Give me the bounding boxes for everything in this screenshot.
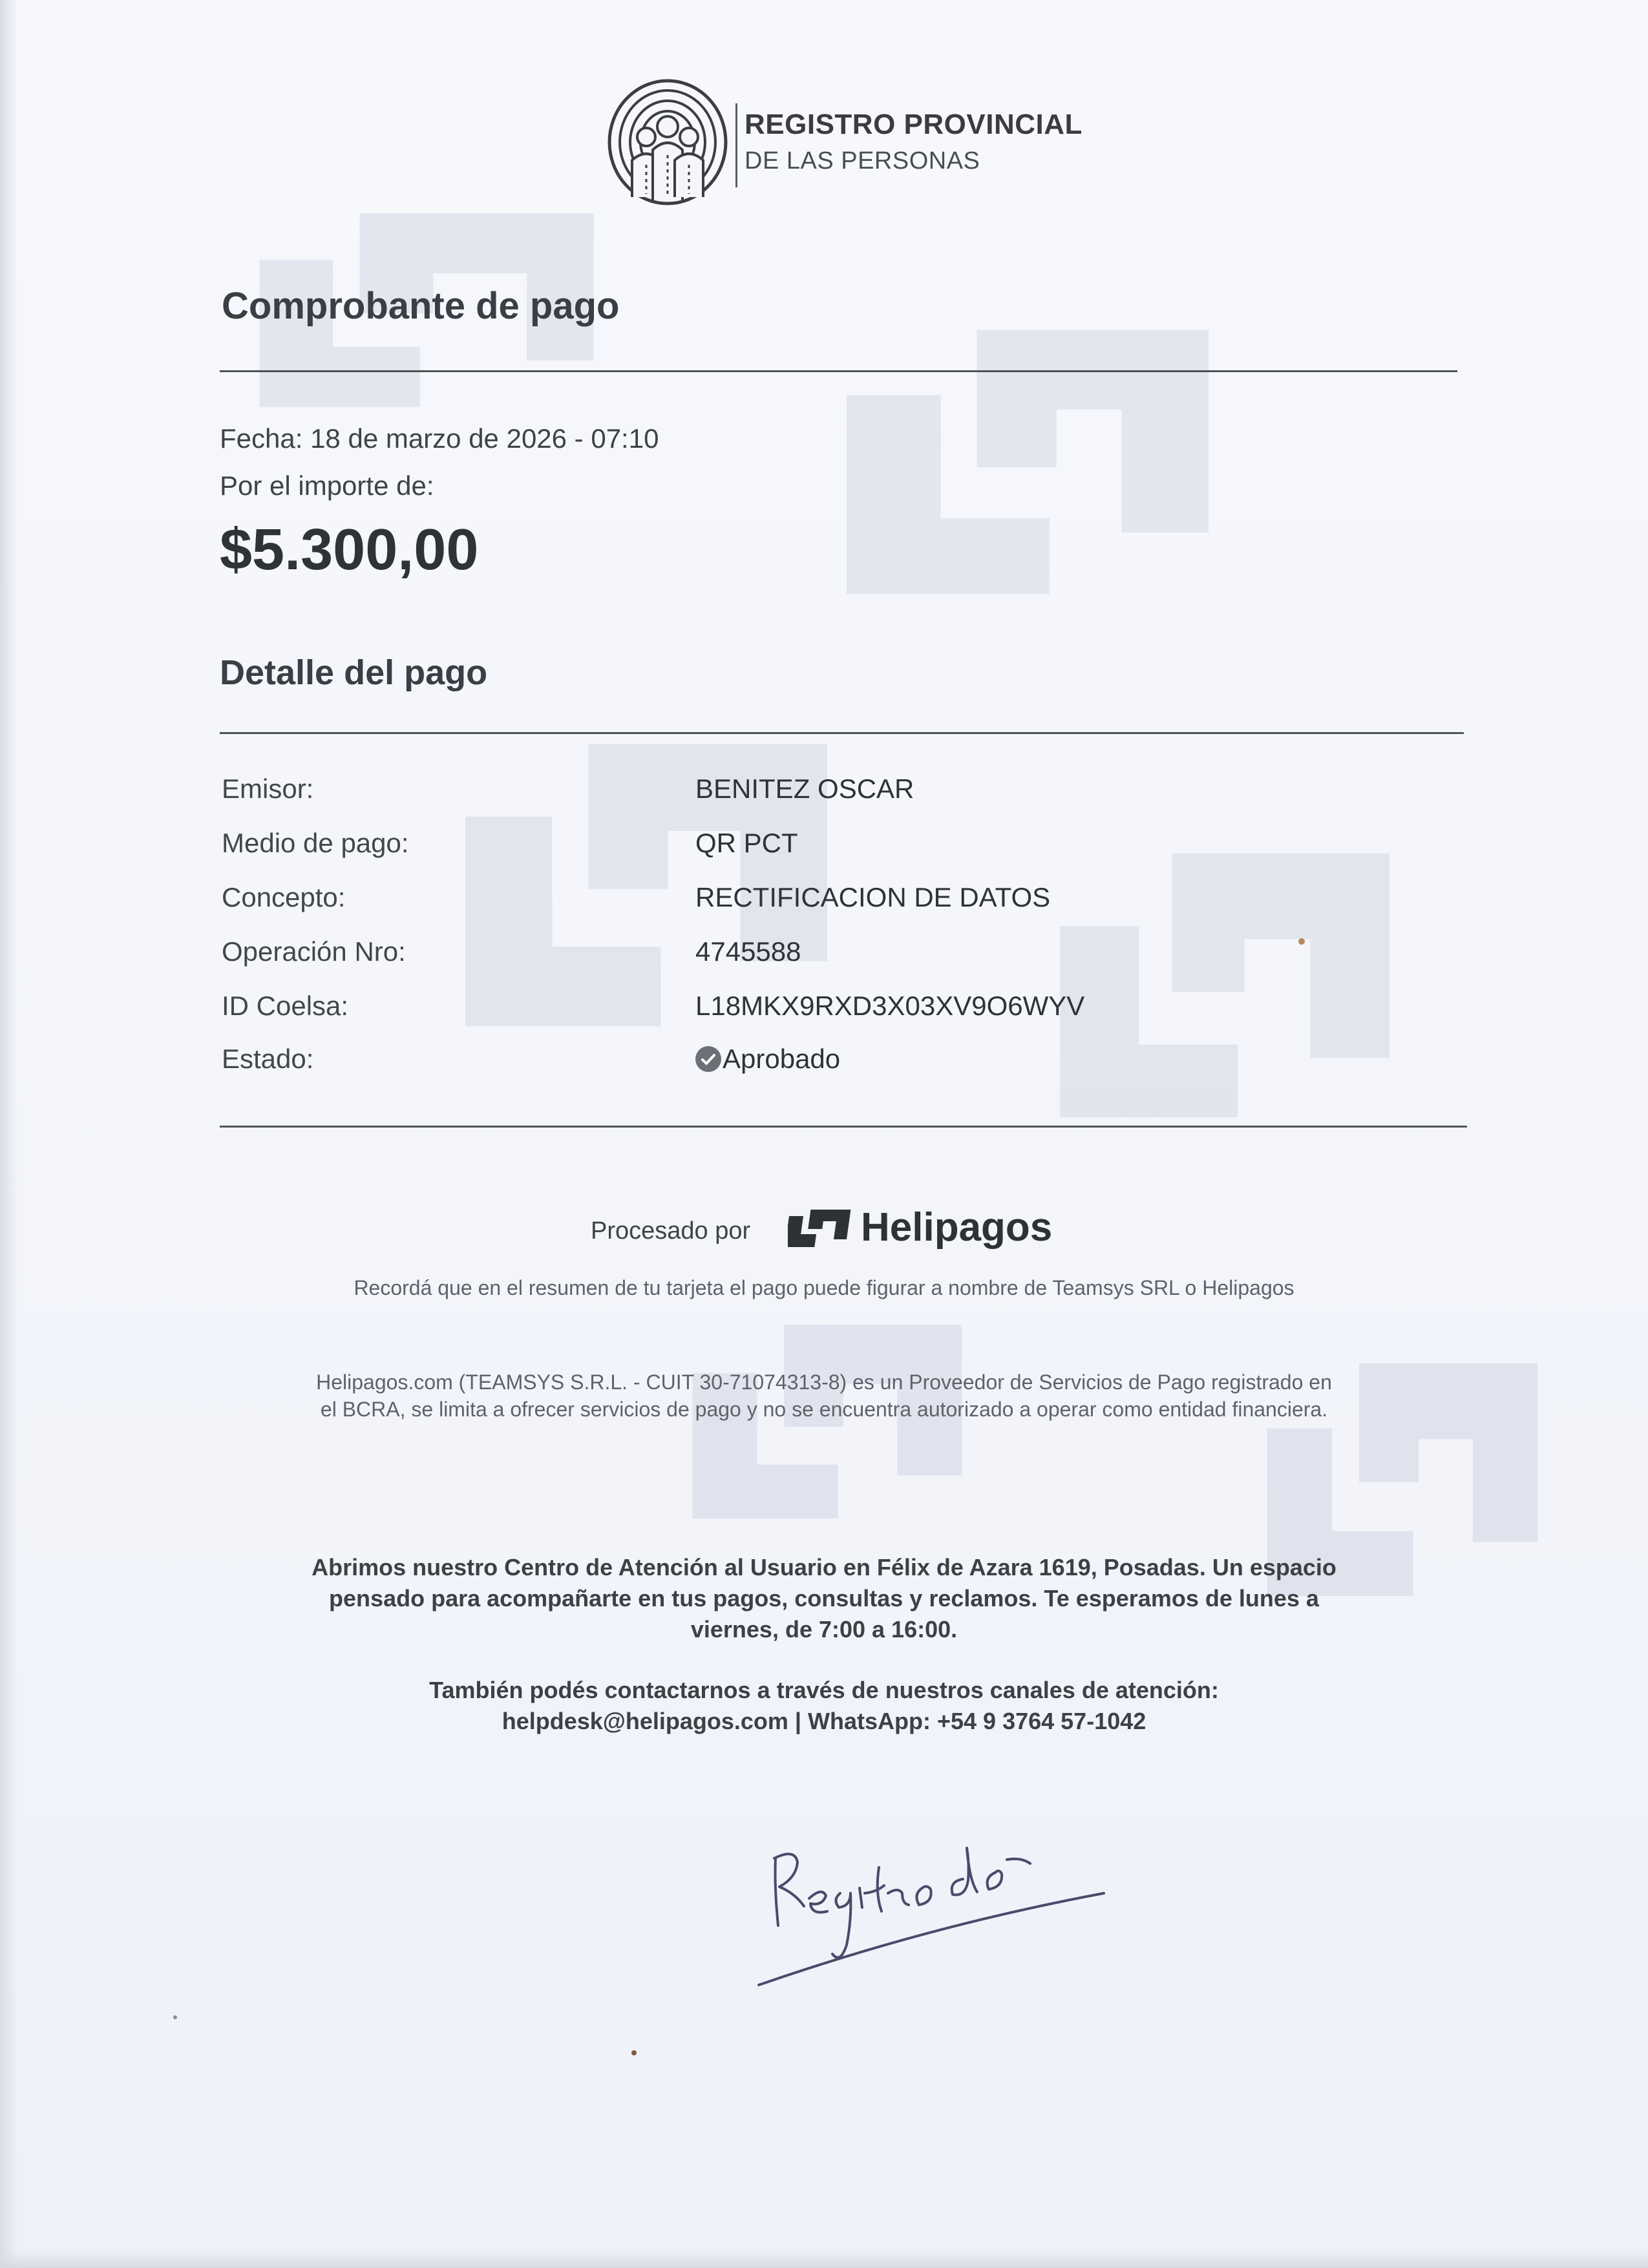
status-text: Aprobado	[723, 1044, 841, 1074]
org-name-line2: DE LAS PERSONAS	[745, 147, 980, 174]
receipt-title: Comprobante de pago	[222, 285, 620, 327]
detail-row-medio-de-pago	[222, 828, 1450, 866]
amount-label: Por el importe de:	[220, 470, 434, 501]
detail-row-id-coelsa	[222, 991, 1450, 1029]
payment-amount: $5.300,00	[220, 518, 479, 582]
service-center-text: Abrimos nuestro Centro de Atención al Usuario en Félix de Azara 1619, Posadas. Un espacio pensado para acompañarte en tus pagos, consultas y reclamos. Te esperamos de lunes a viernes, de 7:00 a 16:00.	[312, 1554, 1336, 1643]
detail-row-estado	[222, 1044, 1450, 1082]
detail-row-emisor	[222, 773, 1450, 812]
detail-value: 4745588	[695, 936, 801, 967]
detail-value: BENITEZ OSCAR	[695, 773, 914, 804]
card-statement-note: Recordá que en el resumen de tu tarjeta el pago puede figurar a nombre de Teamsys SRL o Helipagos	[354, 1276, 1294, 1299]
detail-label: Medio de pago:	[222, 828, 409, 858]
detail-row-operacion	[222, 936, 1450, 975]
detail-row-concepto	[222, 882, 1450, 921]
processed-by-label: Procesado por	[591, 1217, 751, 1244]
detail-label: Operación Nro:	[222, 936, 406, 967]
org-name-line1: REGISTRO PROVINCIAL	[745, 109, 1083, 140]
watermark-logo-icon	[847, 330, 1209, 594]
status-value	[695, 1044, 840, 1075]
detail-value: L18MKX9RXD3X03XV9O6WYV	[695, 991, 1085, 1021]
people-emblem-icon	[606, 78, 729, 207]
detail-divider-bottom	[220, 1126, 1467, 1128]
detail-label: ID Coelsa:	[222, 991, 349, 1021]
org-header	[606, 78, 1097, 207]
handwritten-signature-icon	[750, 1796, 1112, 1990]
page-edge-shadow-bottom	[0, 2251, 1648, 2268]
title-divider	[220, 370, 1457, 372]
payment-date: Fecha: 18 de marzo de 2026 - 07:10	[220, 423, 659, 454]
scan-speck	[173, 2015, 177, 2019]
page-edge-shadow	[0, 0, 18, 2268]
detail-label: Emisor:	[222, 773, 314, 804]
detail-divider-top	[220, 732, 1464, 734]
detail-section-title: Detalle del pago	[220, 653, 488, 692]
helipagos-logo-icon	[788, 1207, 852, 1252]
check-circle-icon	[695, 1046, 721, 1072]
detail-label: Concepto:	[222, 882, 346, 912]
detail-label: Estado:	[222, 1044, 314, 1074]
detail-value: RECTIFICACION DE DATOS	[695, 882, 1051, 912]
legal-note: Helipagos.com (TEAMSYS S.R.L. - CUIT 30-71074313-8) es un Proveedor de Servicios de Pago registrado en el BCRA, se limita a ofrecer servicios de pago y no se encuentra autorizado a operar como entidad financiera.	[316, 1370, 1332, 1421]
header-divider	[735, 103, 737, 187]
helipagos-brand: Helipagos	[861, 1205, 1053, 1250]
scan-speck	[631, 2050, 637, 2055]
processed-by	[591, 1202, 1108, 1260]
detail-value: QR PCT	[695, 828, 798, 858]
scan-speck	[1298, 938, 1305, 945]
contact-channels-text: También podés contactarnos a través de nuestros canales de atención: helpdesk@helipagos.com | WhatsApp: +54 9 3764 57-1042	[429, 1677, 1219, 1734]
